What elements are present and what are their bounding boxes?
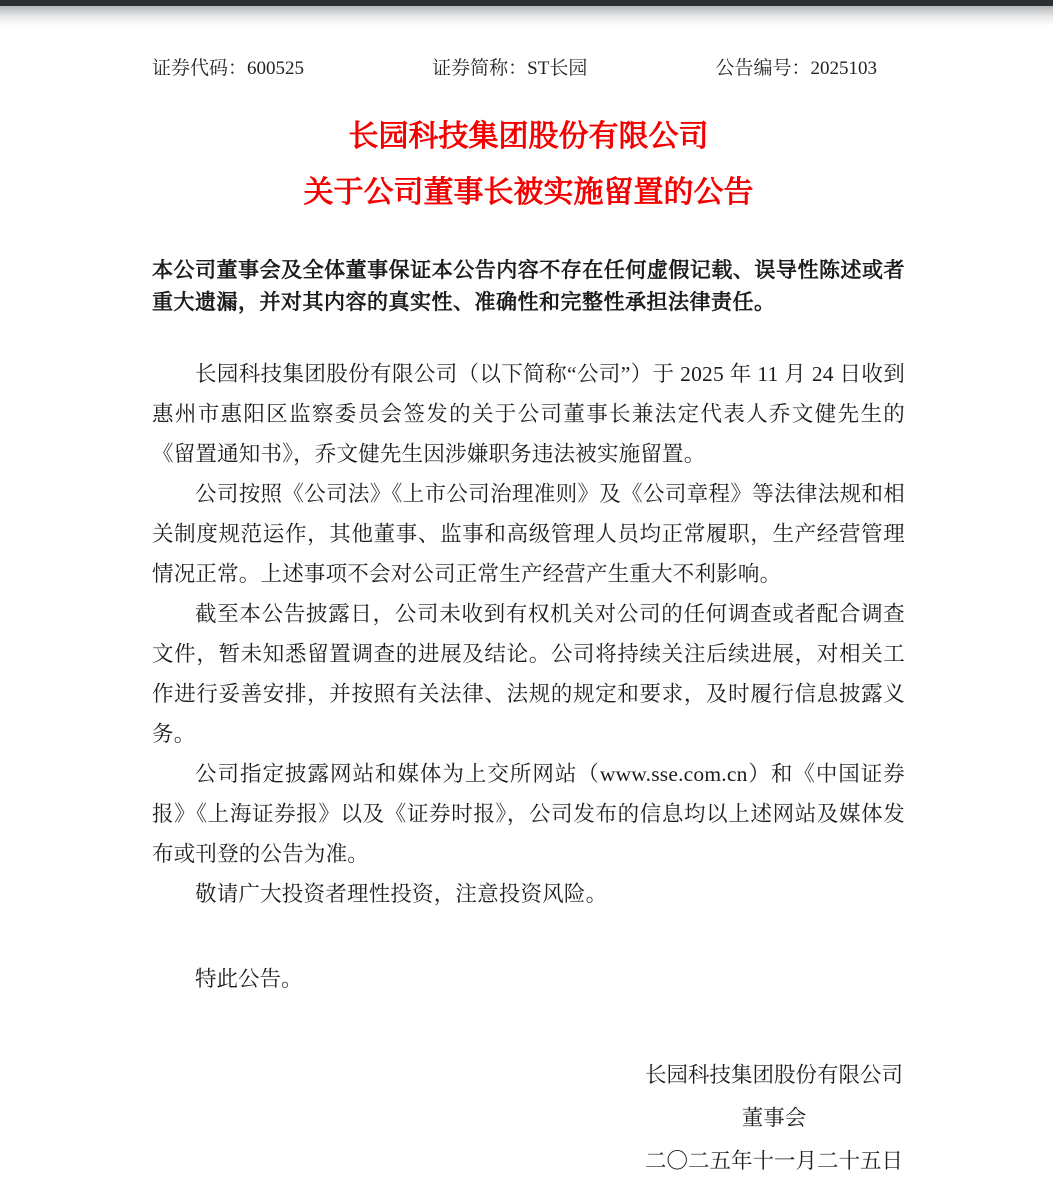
signature-board: 董事会 [741, 1106, 807, 1130]
body-paragraph: 公司指定披露网站和媒体为上交所网站（www.sse.com.cn）和《中国证券报》《上海证券报》以及《证券时报》，公司发布的信息均以上述网站及媒体发布或刊登的公告为准。 [152, 762, 905, 866]
document-page [0, 56, 1053, 1183]
body-paragraph: 长园科技集团股份有限公司（以下简称“公司”）于 2025 年 11 月 24 日收到惠州市惠阳区监察委员会签发的关于公司董事长兼法定代表人乔文健先生的《留置通知书》，乔文健先生因涉嫌职务违法被实施留置。 [152, 362, 905, 466]
securities-header-row [152, 56, 905, 82]
announcement-number: 公告编号：2025103 [715, 58, 877, 79]
board-disclaimer: 本公司董事会及全体董事保证本公告内容不存在任何虚假记载、误导性陈述或者重大遗漏，并对其内容的真实性、准确性和完整性承担法律责任。 [152, 258, 905, 314]
stock-abbreviation: 证券简称：ST长园 [432, 58, 588, 79]
company-title: 长园科技集团股份有限公司 [348, 120, 709, 153]
announcement-body [152, 354, 905, 914]
body-paragraph: 公司按照《公司法》《上市公司治理准则》及《公司章程》等法律法规和相关制度规范运作，其他董事、监事和高级管理人员均正常履职，生产经营管理情况正常。上述事项不会对公司正常生产经营产生重大不利影响。 [152, 482, 905, 586]
stock-code: 证券代码：600525 [152, 58, 305, 79]
announcement-title: 关于公司董事长被实施留置的公告 [303, 176, 754, 209]
body-paragraph: 截至本公告披露日，公司未收到有权机关对公司的任何调查或者配合调查文件，暂未知悉留置调查的进展及结论。公司将持续关注后续进展，对相关工作进行妥善安排，并按照有关法律、法规的规定和要求，及时履行信息披露义务。 [152, 602, 905, 746]
signature-date: 二〇二五年十一月二十五日 [644, 1149, 903, 1173]
signature-company: 长园科技集团股份有限公司 [644, 1063, 903, 1087]
closing-remark: 特此公告。 [195, 967, 303, 991]
signature-block [645, 1054, 903, 1183]
body-paragraph: 敬请广大投资者理性投资，注意投资风险。 [195, 882, 608, 906]
page-top-shadow [0, 6, 1053, 26]
